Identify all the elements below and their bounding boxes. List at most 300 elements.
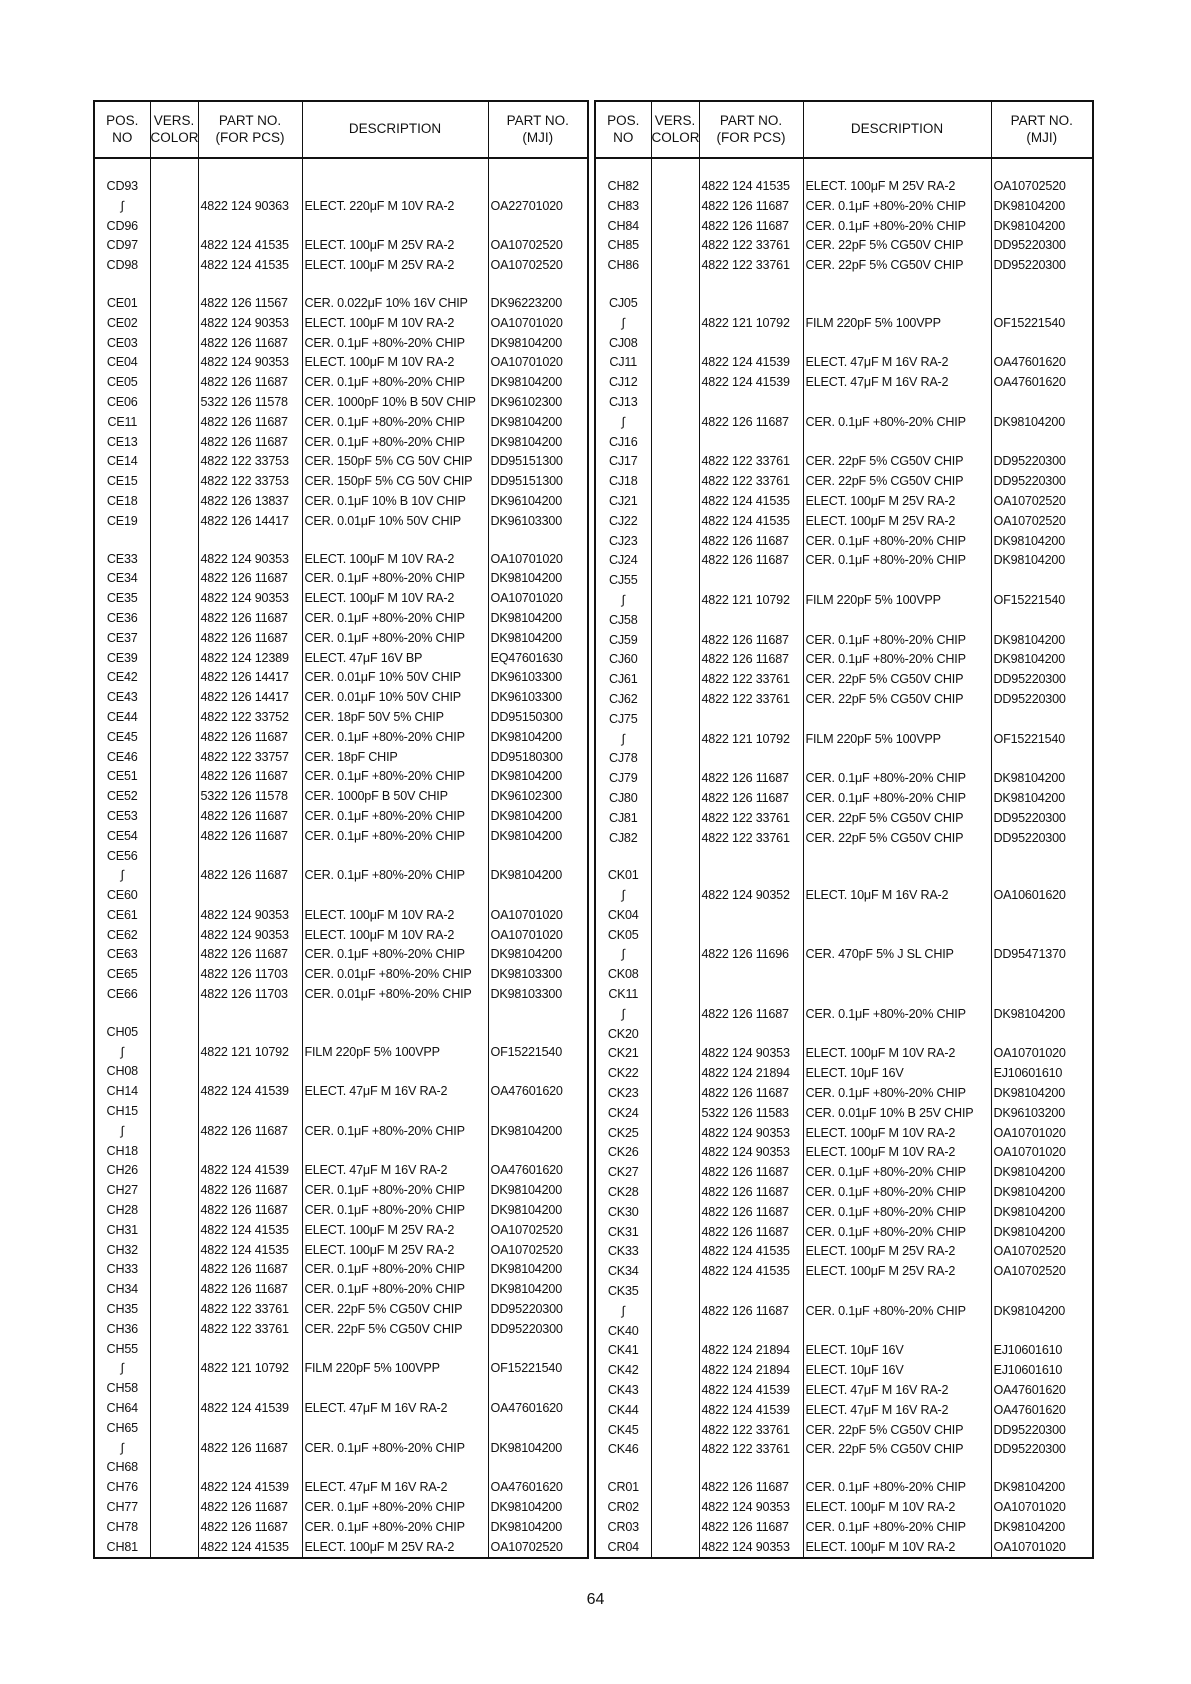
vers-color-cell	[651, 1223, 699, 1243]
vers-color-cell	[150, 334, 198, 354]
table-row	[595, 393, 1093, 413]
pos-no-cell: CJ60	[595, 650, 651, 670]
pos-no-cell: CH84	[595, 217, 651, 237]
part-no-mji-cell: DK98104200	[488, 1518, 588, 1538]
pos-no-cell: CH78	[94, 1518, 150, 1538]
part-no-pcs-cell: 4822 126 11687	[198, 1498, 302, 1518]
pos-no-cell: CR02	[595, 1498, 651, 1518]
table-row	[94, 1062, 588, 1082]
part-no-pcs-cell	[198, 158, 302, 177]
vers-color-cell	[150, 492, 198, 512]
part-no-mji-cell	[991, 393, 1093, 413]
description-cell	[302, 886, 488, 906]
part-no-mji-cell	[991, 276, 1093, 294]
part-no-mji-cell: OA47601620	[991, 353, 1093, 373]
vers-color-cell	[651, 1143, 699, 1163]
table-row	[94, 393, 588, 413]
part-no-mji-cell: OA10702520	[488, 236, 588, 256]
table-row	[94, 236, 588, 256]
vers-color-cell	[150, 1102, 198, 1122]
part-no-mji-cell: DD95180300	[488, 748, 588, 768]
description-cell	[803, 276, 991, 294]
vers-color-cell	[651, 1381, 699, 1401]
table-row	[94, 609, 588, 629]
vers-color-cell	[150, 649, 198, 669]
table-row	[595, 749, 1093, 769]
pos-no-cell: CH33	[94, 1260, 150, 1280]
part-no-pcs-cell	[699, 294, 803, 314]
vers-color-cell	[651, 1124, 699, 1144]
description-cell: CER. 0.01μF +80%-20% CHIP	[302, 985, 488, 1005]
part-no-mji-cell	[991, 611, 1093, 631]
table-row	[94, 1538, 588, 1559]
table-row	[94, 906, 588, 926]
description-cell: CER. 0.01μF 10% B 25V CHIP	[803, 1104, 991, 1124]
pos-no-cell: CJ23	[595, 532, 651, 552]
vers-color-cell	[150, 1538, 198, 1559]
description-cell: CER. 0.1μF +80%-20% CHIP	[302, 569, 488, 589]
pos-no-cell: CH08	[94, 1062, 150, 1082]
part-no-mji-cell: DK98104200	[991, 631, 1093, 651]
description-cell	[803, 158, 991, 177]
header-pos-no-text: POS. NO	[106, 112, 139, 145]
pos-no-cell: CE36	[94, 609, 150, 629]
table-row	[94, 1518, 588, 1538]
vers-color-cell	[651, 1262, 699, 1282]
vers-color-cell	[150, 1062, 198, 1082]
description-cell: CER. 0.1μF +80%-20% CHIP	[302, 728, 488, 748]
part-no-mji-cell: OF15221540	[488, 1359, 588, 1379]
part-no-pcs-cell: 4822 126 11687	[198, 569, 302, 589]
description-cell	[302, 1419, 488, 1439]
table-body-right	[595, 158, 1093, 1558]
table-row	[595, 452, 1093, 472]
part-no-pcs-cell	[699, 965, 803, 985]
header-part-no-mji-text: PART NO. (MJI)	[506, 112, 569, 145]
part-no-pcs-cell	[699, 848, 803, 866]
part-no-pcs-cell: 4822 126 11687	[699, 1518, 803, 1538]
part-no-mji-cell: DK98104200	[991, 1302, 1093, 1322]
part-no-mji-cell: DD95220300	[991, 1440, 1093, 1460]
vers-color-cell	[651, 433, 699, 453]
part-no-mji-cell	[488, 1379, 588, 1399]
pos-no-cell: CE63	[94, 945, 150, 965]
description-cell: CER. 0.1μF +80%-20% CHIP	[803, 1163, 991, 1183]
pos-no-cell: CH77	[94, 1498, 150, 1518]
part-no-mji-cell	[488, 1419, 588, 1439]
pos-no-cell: CE61	[94, 906, 150, 926]
description-cell	[803, 965, 991, 985]
vers-color-cell	[651, 1421, 699, 1441]
part-no-mji-cell: DK98103300	[488, 985, 588, 1005]
pos-no-cell: CK40	[595, 1322, 651, 1342]
description-cell: CER. 0.1μF +80%-20% CHIP	[302, 945, 488, 965]
table-row	[94, 1439, 588, 1459]
part-no-mji-cell: OA10702520	[991, 177, 1093, 197]
description-cell: CER. 0.1μF +80%-20% CHIP	[803, 1302, 991, 1322]
vers-color-cell	[651, 236, 699, 256]
pos-no-cell: CK23	[595, 1084, 651, 1104]
pos-no-cell: CK04	[595, 906, 651, 926]
table-row	[595, 1124, 1093, 1144]
pos-no-cell: CK24	[595, 1104, 651, 1124]
description-cell: CER. 0.1μF 10% B 10V CHIP	[302, 492, 488, 512]
part-no-mji-cell: DD95220300	[991, 670, 1093, 690]
table-row	[595, 1262, 1093, 1282]
pos-no-cell: CH76	[94, 1478, 150, 1498]
pos-no-cell: CK30	[595, 1203, 651, 1223]
description-cell	[803, 866, 991, 886]
pos-no-cell: CH85	[595, 236, 651, 256]
description-cell: CER. 0.01μF 10% 50V CHIP	[302, 668, 488, 688]
table-row	[94, 217, 588, 237]
header-pos-no	[595, 101, 651, 158]
vers-color-cell	[150, 906, 198, 926]
table-row	[595, 1460, 1093, 1478]
table-row	[94, 1201, 588, 1221]
part-no-mji-cell: OA10702520	[991, 512, 1093, 532]
pos-no-cell: CH64	[94, 1399, 150, 1419]
pos-no-cell: CJ13	[595, 393, 651, 413]
table-row	[595, 217, 1093, 237]
part-no-pcs-cell	[699, 158, 803, 177]
part-no-mji-cell: OA10702520	[991, 492, 1093, 512]
vers-color-cell	[651, 1478, 699, 1498]
description-cell	[302, 1379, 488, 1399]
description-cell: ELECT. 100μF M 10V RA-2	[302, 906, 488, 926]
part-no-pcs-cell	[198, 1458, 302, 1478]
part-no-pcs-cell	[699, 926, 803, 946]
pos-no-cell: CH83	[595, 197, 651, 217]
pos-no-cell: CK46	[595, 1440, 651, 1460]
vers-color-cell	[150, 373, 198, 393]
vers-color-cell	[150, 1201, 198, 1221]
table-row	[595, 926, 1093, 946]
description-cell	[302, 1023, 488, 1043]
table-row	[94, 767, 588, 787]
part-no-mji-cell: OA47601620	[488, 1161, 588, 1181]
vers-color-cell	[150, 393, 198, 413]
part-no-mji-cell: DK98104200	[991, 197, 1093, 217]
part-no-mji-cell: DD95220300	[991, 236, 1093, 256]
part-no-mji-cell: DK98104200	[488, 569, 588, 589]
part-no-pcs-cell: 4822 122 33753	[198, 452, 302, 472]
pos-no-cell: CE33	[94, 550, 150, 570]
table-row	[94, 197, 588, 217]
part-no-pcs-cell: 4822 122 33761	[699, 829, 803, 849]
part-no-mji-cell	[991, 848, 1093, 866]
table-row	[595, 1401, 1093, 1421]
table-row	[595, 571, 1093, 591]
description-cell: CER. 0.1μF +80%-20% CHIP	[803, 532, 991, 552]
vers-color-cell	[150, 276, 198, 294]
pos-no-cell: CJ11	[595, 353, 651, 373]
table-row	[94, 452, 588, 472]
pos-no-cell: CJ79	[595, 769, 651, 789]
part-no-mji-cell: DD95220300	[991, 472, 1093, 492]
table-row	[595, 1084, 1093, 1104]
part-no-mji-cell: DK98104200	[488, 1260, 588, 1280]
part-no-mji-cell	[991, 294, 1093, 314]
vers-color-cell	[651, 769, 699, 789]
vers-color-cell	[651, 1282, 699, 1302]
part-no-pcs-cell: 4822 124 90353	[699, 1124, 803, 1144]
table-row	[595, 945, 1093, 965]
table-row	[94, 413, 588, 433]
part-no-mji-cell: DD95471370	[991, 945, 1093, 965]
part-no-pcs-cell: 4822 126 11687	[699, 1223, 803, 1243]
part-no-pcs-cell: 4822 124 41535	[198, 1221, 302, 1241]
vers-color-cell	[150, 532, 198, 550]
pos-no-cell: ∫	[595, 413, 651, 433]
table-row	[94, 1181, 588, 1201]
table-row	[94, 1379, 588, 1399]
vers-color-cell	[651, 631, 699, 651]
table-row	[94, 1280, 588, 1300]
part-no-pcs-cell: 4822 126 11687	[198, 1122, 302, 1142]
description-cell	[302, 1062, 488, 1082]
part-no-mji-cell: DK98104200	[488, 373, 588, 393]
table-row	[595, 1005, 1093, 1025]
part-no-mji-cell: OA10701020	[488, 314, 588, 334]
description-cell: ELECT. 10μF 16V	[803, 1341, 991, 1361]
description-cell	[302, 177, 488, 197]
part-no-pcs-cell: 4822 121 10792	[198, 1043, 302, 1063]
part-no-mji-cell	[488, 1340, 588, 1360]
description-cell: CER. 0.1μF +80%-20% CHIP	[803, 1084, 991, 1104]
table-row	[94, 1005, 588, 1023]
part-no-mji-cell: DK98104200	[991, 1518, 1093, 1538]
description-cell: CER. 0.1μF +80%-20% CHIP	[302, 866, 488, 886]
description-cell: CER. 0.1μF +80%-20% CHIP	[302, 373, 488, 393]
table-row	[94, 1161, 588, 1181]
table-row	[595, 276, 1093, 294]
pos-no-cell: CE66	[94, 985, 150, 1005]
part-no-mji-cell: DD95220300	[488, 1320, 588, 1340]
description-cell	[803, 710, 991, 730]
vers-color-cell	[651, 690, 699, 710]
part-no-mji-cell: DK98104200	[991, 769, 1093, 789]
vers-color-cell	[651, 452, 699, 472]
description-cell: FILM 220pF 5% 100VPP	[302, 1359, 488, 1379]
table-row	[94, 1478, 588, 1498]
table-row	[595, 1361, 1093, 1381]
description-cell: CER. 0.1μF +80%-20% CHIP	[302, 1498, 488, 1518]
vers-color-cell	[150, 433, 198, 453]
pos-no-cell: CE45	[94, 728, 150, 748]
pos-no-cell: CH58	[94, 1379, 150, 1399]
part-no-pcs-cell: 4822 126 11687	[198, 1181, 302, 1201]
part-no-mji-cell: DD95220300	[991, 452, 1093, 472]
description-cell: ELECT. 100μF M 25V RA-2	[803, 512, 991, 532]
table-row	[595, 591, 1093, 611]
part-no-pcs-cell: 5322 126 11578	[198, 787, 302, 807]
pos-no-cell: CE42	[94, 668, 150, 688]
vers-color-cell	[651, 1242, 699, 1262]
vers-color-cell	[651, 393, 699, 413]
pos-no-cell: ∫	[94, 1439, 150, 1459]
pos-no-cell: CJ21	[595, 492, 651, 512]
part-no-pcs-cell	[198, 1023, 302, 1043]
table-row	[94, 1498, 588, 1518]
vers-color-cell	[651, 1104, 699, 1124]
vers-color-cell	[150, 866, 198, 886]
description-cell	[803, 334, 991, 354]
description-cell: CER. 0.1μF +80%-20% CHIP	[302, 827, 488, 847]
description-cell: ELECT. 10μF 16V	[803, 1361, 991, 1381]
table-row	[595, 1478, 1093, 1498]
part-no-pcs-cell: 4822 124 90353	[699, 1498, 803, 1518]
part-no-mji-cell: OA10701020	[488, 353, 588, 373]
vers-color-cell	[651, 334, 699, 354]
vers-color-cell	[651, 809, 699, 829]
table-row	[595, 829, 1093, 849]
part-no-pcs-cell	[699, 276, 803, 294]
pos-no-cell: CE13	[94, 433, 150, 453]
part-no-pcs-cell: 4822 126 11687	[699, 650, 803, 670]
vers-color-cell	[150, 197, 198, 217]
part-no-mji-cell: DK98104200	[488, 1181, 588, 1201]
pos-no-cell: ∫	[94, 1122, 150, 1142]
vers-color-cell	[651, 197, 699, 217]
table-row	[94, 1260, 588, 1280]
description-cell: CER. 1000pF 10% B 50V CHIP	[302, 393, 488, 413]
part-no-pcs-cell: 4822 126 11687	[699, 631, 803, 651]
description-cell	[803, 1282, 991, 1302]
header-vers-color-text: VERS. COLOR	[651, 112, 700, 145]
table-row	[94, 926, 588, 946]
part-no-pcs-cell: 4822 122 33761	[198, 1300, 302, 1320]
table-row	[595, 769, 1093, 789]
part-no-pcs-cell: 4822 126 11687	[198, 433, 302, 453]
pos-no-cell: CE53	[94, 807, 150, 827]
pos-no-cell: ∫	[94, 1043, 150, 1063]
table-row	[94, 1458, 588, 1478]
header-pos-no-text: POS. NO	[607, 112, 640, 145]
description-cell	[302, 1142, 488, 1162]
description-cell: ELECT. 100μF M 10V RA-2	[803, 1044, 991, 1064]
part-no-pcs-cell: 4822 126 11687	[699, 1183, 803, 1203]
description-cell	[803, 1322, 991, 1342]
description-cell: CER. 0.1μF +80%-20% CHIP	[803, 217, 991, 237]
part-no-mji-cell: DK96103300	[488, 668, 588, 688]
vers-color-cell	[150, 728, 198, 748]
vers-color-cell	[651, 730, 699, 750]
pos-no-cell: CK27	[595, 1163, 651, 1183]
pos-no-cell: CE60	[94, 886, 150, 906]
vers-color-cell	[651, 1538, 699, 1559]
pos-no-cell: CH65	[94, 1419, 150, 1439]
part-no-pcs-cell: 4822 124 90353	[198, 314, 302, 334]
description-cell: ELECT. 47μF 16V BP	[302, 649, 488, 669]
description-cell: CER. 150pF 5% CG 50V CHIP	[302, 472, 488, 492]
pos-no-cell: CK28	[595, 1183, 651, 1203]
part-no-pcs-cell: 4822 124 90353	[198, 550, 302, 570]
part-no-mji-cell	[488, 158, 588, 177]
vers-color-cell	[651, 926, 699, 946]
part-no-mji-cell	[488, 886, 588, 906]
description-cell: FILM 220pF 5% 100VPP	[803, 591, 991, 611]
vers-color-cell	[150, 1518, 198, 1538]
part-no-pcs-cell	[198, 1062, 302, 1082]
part-no-pcs-cell: 4822 121 10792	[699, 730, 803, 750]
table-row	[94, 1399, 588, 1419]
part-no-pcs-cell: 4822 124 90353	[699, 1538, 803, 1559]
part-no-mji-cell: DK98104200	[488, 866, 588, 886]
vers-color-cell	[651, 670, 699, 690]
table-row	[94, 532, 588, 550]
part-no-pcs-cell	[699, 571, 803, 591]
part-no-pcs-cell: 4822 126 11703	[198, 965, 302, 985]
description-cell: CER. 1000pF B 50V CHIP	[302, 787, 488, 807]
table-row	[595, 1044, 1093, 1064]
vers-color-cell	[150, 550, 198, 570]
description-cell: ELECT. 100μF M 10V RA-2	[803, 1538, 991, 1559]
description-cell: CER. 18pF CHIP	[302, 748, 488, 768]
part-no-pcs-cell: 4822 124 41539	[699, 373, 803, 393]
part-no-pcs-cell: 4822 126 11696	[699, 945, 803, 965]
part-no-pcs-cell: 4822 124 12389	[198, 649, 302, 669]
pos-no-cell: CH18	[94, 1142, 150, 1162]
vers-color-cell	[150, 1478, 198, 1498]
pos-no-cell: CE46	[94, 748, 150, 768]
part-no-pcs-cell	[699, 749, 803, 769]
description-cell: ELECT. 100μF M 10V RA-2	[302, 353, 488, 373]
part-no-mji-cell: DK98104200	[991, 1183, 1093, 1203]
vers-color-cell	[150, 1023, 198, 1043]
pos-no-cell	[94, 1005, 150, 1023]
pos-no-cell: CE06	[94, 393, 150, 413]
pos-no-cell: ∫	[94, 866, 150, 886]
part-no-pcs-cell: 4822 124 41539	[699, 353, 803, 373]
part-no-pcs-cell: 4822 124 41539	[198, 1399, 302, 1419]
pos-no-cell: CH28	[94, 1201, 150, 1221]
part-no-mji-cell	[991, 158, 1093, 177]
pos-no-cell: CJ61	[595, 670, 651, 690]
pos-no-cell: CJ62	[595, 690, 651, 710]
header-part-no-mji-text: PART NO. (MJI)	[1010, 112, 1073, 145]
header-description	[302, 101, 488, 158]
part-no-mji-cell: OA10701020	[488, 550, 588, 570]
pos-no-cell: CJ55	[595, 571, 651, 591]
pos-no-cell	[94, 276, 150, 294]
part-no-pcs-cell: 4822 124 90353	[198, 353, 302, 373]
table-row	[595, 1440, 1093, 1460]
pos-no-cell: ∫	[595, 1005, 651, 1025]
part-no-mji-cell	[488, 1005, 588, 1023]
header-description-text: DESCRIPTION	[850, 121, 944, 137]
vers-color-cell	[150, 1082, 198, 1102]
part-no-mji-cell	[991, 749, 1093, 769]
pos-no-cell: CK20	[595, 1025, 651, 1045]
part-no-pcs-cell: 5322 126 11583	[699, 1104, 803, 1124]
table-row	[595, 809, 1093, 829]
part-no-pcs-cell: 4822 126 14417	[198, 512, 302, 532]
description-cell: ELECT. 100μF M 10V RA-2	[302, 550, 488, 570]
vers-color-cell	[651, 1183, 699, 1203]
header-vers-color-text: VERS. COLOR	[150, 112, 199, 145]
description-cell: CER. 0.1μF +80%-20% CHIP	[302, 629, 488, 649]
vers-color-cell	[651, 789, 699, 809]
description-cell: ELECT. 100μF M 25V RA-2	[302, 1538, 488, 1559]
part-no-mji-cell: EJ10601610	[991, 1361, 1093, 1381]
pos-no-cell: CJ58	[595, 611, 651, 631]
part-no-mji-cell: OA10701020	[488, 906, 588, 926]
vers-color-cell	[150, 1005, 198, 1023]
vers-color-cell	[150, 472, 198, 492]
part-no-pcs-cell	[198, 1419, 302, 1439]
description-cell: CER. 22pF 5% CG50V CHIP	[803, 236, 991, 256]
